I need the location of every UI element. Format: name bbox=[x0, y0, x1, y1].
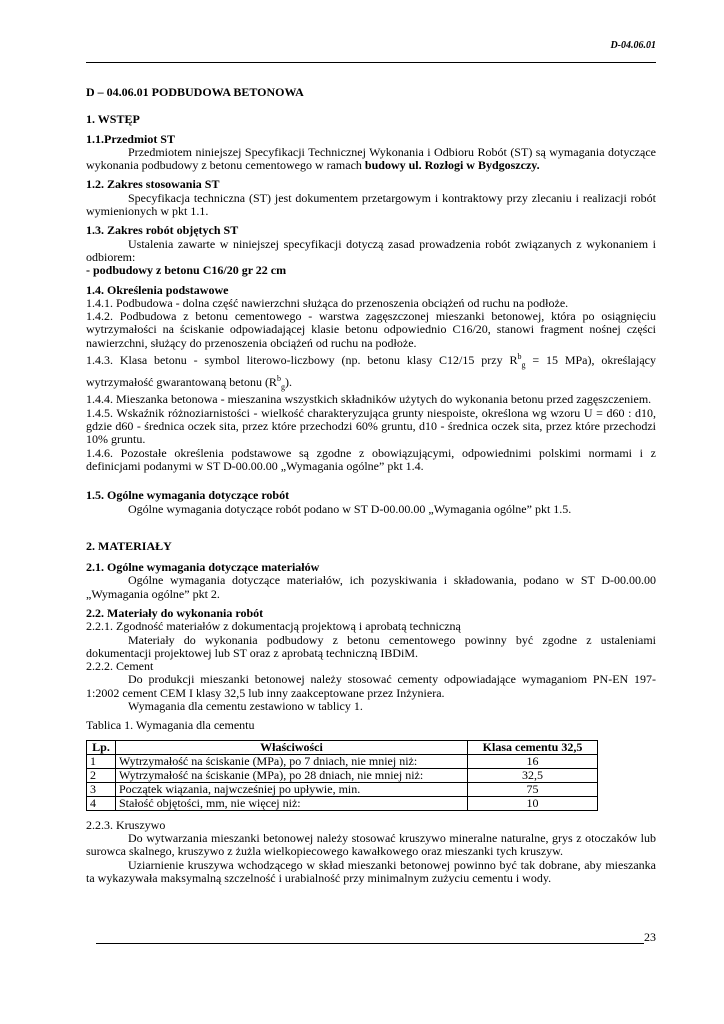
section-2-2-1-text: Materiały do wykonania podbudowy z betonu cementowego powinny być zgodne z ustaleniami dokumentacji projektowej lub ST oraz z aprobatą techniczną IBDiM. bbox=[86, 632, 656, 660]
section-1-3-heading: 1.3. Zakres robót objętych ST bbox=[86, 223, 239, 238]
table-row bbox=[87, 782, 598, 796]
definition-1-4-2: 1.4.2. Podbudowa z betonu cementowego - warstwa zagęszczonej mieszanki betonowej, która po osiągnięciu wytrzymałości na ściskanie odpowiadającej klasie betonu odpowiednio C16/20, stanowi fragment nośnej części nawierzchni, służący do przenoszenia obciążeń od ruchu na podłoże. bbox=[86, 309, 656, 350]
section-2-2-3-text-2: Uziarnienie kruszywa wchodzącego w skład mieszanki betonowej powinno być tak dobrane, aby mieszanka ta wykazywała maksymalną szczelność i urabialność przy minimalnym zużyciu cementu i wody. bbox=[86, 857, 656, 885]
section-1-2-text: Specyfikacja techniczna (ST) jest dokumentem przetargowym i kontraktowy przy zlecaniu i realizacji robót wymienionych w pkt 1.1. bbox=[86, 190, 656, 219]
section-1-5-text: Ogólne wymagania dotyczące robót podano w ST D-00.00.00 „Wymagania ogólne” pkt 1.5. bbox=[128, 501, 572, 516]
section-2-heading: 2. MATERIAŁY bbox=[86, 538, 172, 553]
table-header-lp: Lp. bbox=[87, 740, 116, 754]
section-1-1-text bbox=[86, 146, 656, 173]
header-rule bbox=[86, 62, 656, 63]
section-1-1-text-a: Przedmiotem niniejszej Specyfikacji Technicznej Wykonania i Odbioru Robót (ST) są wymagania dotyczące wykonania podbudowy z betonu cementowego w ramach bbox=[86, 144, 656, 173]
section-1-4-heading: 1.4. Określenia podstawowe bbox=[86, 282, 229, 297]
table-cell-lp: 3 bbox=[87, 782, 116, 796]
cement-requirements-table bbox=[86, 740, 598, 811]
table-header-row bbox=[87, 740, 598, 754]
definition-1-4-1: 1.4.1. Podbudowa - dolna część nawierzchni służąca do przenoszenia obciążeń od ruchu na podłoże. bbox=[86, 295, 569, 310]
document-title: D – 04.06.01 PODBUDOWA BETONOWA bbox=[86, 85, 304, 99]
section-2-2-2-text: Do produkcji mieszanki betonowej należy stosować cementy odpowiadające wymaganiom PN-EN 197-1:2002 cement CEM I klasy 32,5 lub inny zaakceptowane przez Inżyniera. bbox=[86, 672, 656, 700]
section-2-2-3-text: Do wytwarzania mieszanki betonowej należy stosować kruszywo mineralne naturalne, grys z otoczaków lub surowca skalnego, kruszywo z żużla wielkopiecowego kawałkowego oraz mieszanki tych kruszyw. bbox=[86, 830, 656, 859]
table-cell-property: Wytrzymałość na ściskanie (MPa), po 28 dniach, nie mniej niż: bbox=[116, 768, 468, 782]
table-cell-property: Wytrzymałość na ściskanie (MPa), po 7 dniach, nie mniej niż: bbox=[116, 754, 468, 768]
section-1-1-text-b: budowy ul. Rozłogi w Bydgoszczy. bbox=[364, 158, 540, 173]
definition-1-4-5: 1.4.5. Wskaźnik różnoziarnistości - wielkość charakteryzująca grunty niespoiste, określona wg wzoru U = d60 : d10, gdzie d60 - średnica oczek sita, przez które przechodzi 60% gruntu, d10 - średnica oczek sita, przez które przechodzi 10% gruntu. bbox=[86, 405, 656, 447]
definition-1-4-3-part-b: = 15 MPa), określający wytrzymałość gwarantowaną betonu (R bbox=[86, 353, 656, 389]
table-cell-property: Początek wiązania, najwcześniej po upływie, min. bbox=[116, 782, 468, 796]
table-row bbox=[87, 754, 598, 768]
table-cell-value: 16 bbox=[468, 754, 598, 768]
table-cell-value: 32,5 bbox=[468, 768, 598, 782]
table-cell-lp: 2 bbox=[87, 768, 116, 782]
definition-1-4-3-part-c: ). bbox=[284, 374, 292, 389]
section-1-heading: 1. WSTĘP bbox=[86, 112, 140, 127]
table-header-properties: Właściwości bbox=[116, 740, 468, 754]
section-2-2-1-label: 2.2.1. Zgodność materiałów z dokumentacją projektową i aprobatą techniczną bbox=[86, 619, 461, 634]
definition-1-4-4: 1.4.4. Mieszanka betonowa - mieszanina wszystkich składników użytych do wykonania betonu przed zagęszczeniem. bbox=[86, 392, 652, 407]
table-cell-lp: 1 bbox=[87, 754, 116, 768]
section-1-3-text: Ustalenia zawarte w niniejszej specyfikacji dotyczą zasad prowadzenia robót związanych z wykonaniem i odbiorem: bbox=[86, 236, 656, 264]
table-caption: Tablica 1. Wymagania dla cementu bbox=[86, 718, 255, 733]
table-cell-lp: 4 bbox=[87, 796, 116, 810]
section-2-2-2-note: Wymagania dla cementu zestawiono w tablicy 1. bbox=[128, 699, 363, 714]
section-2-2-2-label: 2.2.2. Cement bbox=[86, 659, 154, 674]
definition-1-4-3-part-a: 1.4.3. Klasa betonu - symbol literowo-liczbowy (np. betonu klasy C12/15 przy R bbox=[86, 353, 518, 368]
table-row bbox=[87, 768, 598, 782]
section-2-1-text: Ogólne wymagania dotyczące materiałów, ich pozyskiwania i składowania, podano w ST D-00.00.00 „Wymagania ogólne” pkt 2. bbox=[86, 573, 656, 601]
table-cell-value: 75 bbox=[468, 782, 598, 796]
table-header-class: Klasa cementu 32,5 bbox=[468, 740, 598, 754]
section-1-1-heading: 1.1.Przedmiot ST bbox=[86, 131, 175, 146]
table-cell-property: Stałość objętości, mm, nie więcej niż: bbox=[116, 796, 468, 810]
section-2-2-3-label: 2.2.3. Kruszywo bbox=[86, 817, 166, 832]
definition-1-4-6: 1.4.6. Pozostałe określenia podstawowe są zgodne z obowiązującymi, odpowiednimi polskimi normami i z definicjami podanymi w ST D-00.00.00 „Wymagania ogólne” pkt 1.4. bbox=[86, 445, 656, 473]
table-row bbox=[87, 796, 598, 810]
header-code: D-04.06.01 bbox=[610, 40, 656, 51]
symbol-superscript-2: b bbox=[276, 373, 281, 383]
page-number: 23 bbox=[644, 930, 656, 944]
section-2-1-heading: 2.1. Ogólne wymagania dotyczące materiałów bbox=[86, 560, 320, 575]
section-1-3-item: - podbudowy z betonu C16/20 gr 22 cm bbox=[86, 263, 287, 278]
footer-rule bbox=[96, 943, 644, 944]
section-1-5-heading: 1.5. Ogólne wymagania dotyczące robót bbox=[86, 488, 290, 503]
section-1-2-heading: 1.2. Zakres stosowania ST bbox=[86, 177, 220, 192]
symbol-subscript-2: g bbox=[280, 382, 285, 392]
section-2-2-heading: 2.2. Materiały do wykonania robót bbox=[86, 605, 264, 620]
symbol-superscript: b bbox=[517, 352, 522, 362]
symbol-subscript: g bbox=[521, 360, 526, 370]
table-cell-value: 10 bbox=[468, 796, 598, 810]
definition-1-4-3 bbox=[86, 350, 656, 393]
page-content bbox=[86, 86, 656, 885]
